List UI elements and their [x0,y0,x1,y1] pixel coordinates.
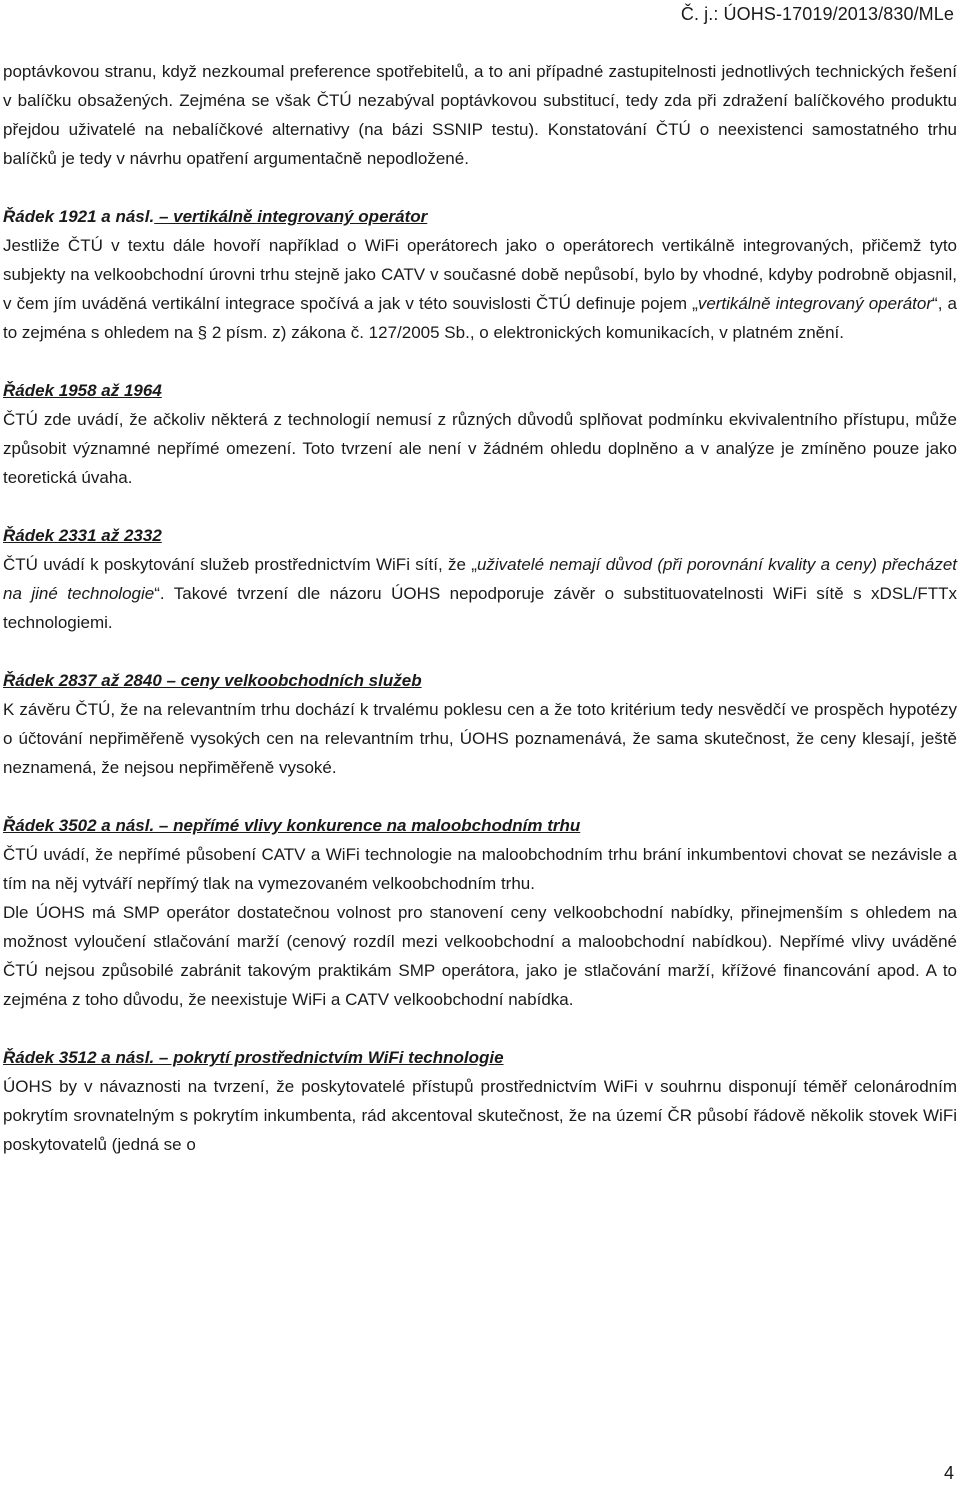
text-run: Jestliže ČTÚ v textu dále hovoří například o WiFi operátorech jako o operátorech vertikálně integrovaných, přičemž tyto subjekty na velkoobchodní úrovni trhu stejně jako CATV v současné době nepůsobí, bylo by vhodné, kdyby podrobně objasnil, v čem jím uváděná vertikální integrace spočívá a jak v této souvislosti ČTÚ definuje pojem „ [3,236,957,313]
paragraph-1958: ČTÚ zde uvádí, že ačkoliv některá z technologií nemusí z různých důvodů splňovat podmínku ekvivalentního přístupu, může způsobit významné nepřímé omezení. Toto tvrzení ale není v žádném ohledu doplněno a v analýze je zmíněno pouze jako teoretická úvaha. [3,410,957,487]
paragraph-intro: poptávkovou stranu, když nezkoumal preference spotřebitelů, a to ani případné zastupitelnosti jednotlivých technických řešení v balíčku obsažených. Zejména se však ČTÚ nezabýval poptávkovou substitucí, tedy zda při zdražení balíčkového produktu přejdou uživatelé na nebalíčkové alternativy (na bázi SSNIP testu). Konstatování ČTÚ o neexistenci samostatného trhu balíčků je tedy v návrhu opatření argumentačně nepodložené. [3,62,957,168]
paragraph-3502-a: ČTÚ uvádí, že nepřímé působení CATV a WiFi technologie na maloobchodním trhu brání inkumbentovi chovat se nezávisle a tím na něj vytváří nepřímý tlak na vymezovaném velkoobchodním trhu. [3,845,957,893]
paragraph-3502-b: Dle ÚOHS má SMP operátor dostatečnou volnost pro stanovení ceny velkoobchodní nabídky, přinejmenším s ohledem na možnost vyloučení stlačování marží (cenový rozdíl mezi velkoobchodní a maloobchodní nabídkou). Nepřímé vlivy uváděné ČTÚ nejsou způsobilé zabránit takovým praktikám SMP operátora, jako je stlačování marží, křížové financování apod. A to zejména z toho důvodu, že neexistuje WiFi a CATV velkoobchodní nabídka. [3,903,957,1009]
text-run: “. Takové tvrzení dle názoru ÚOHS nepodporuje závěr o substituovatelnosti WiFi sítě s xDSL/FTTx technologiemi. [3,584,958,632]
paragraph-2837: K závěru ČTÚ, že na relevantním trhu dochází k trvalému poklesu cen a že toto kritérium tedy nesvědčí ve prospěch hypotézy o účtování nepřiměřeně vysokých cen na relevantním trhu, ÚOHS poznamenává, že sama skutečnost, že ceny klesají, ještě neznamená, že nejsou nepřiměřeně vysoké. [3,700,957,777]
document-reference: Č. j.: ÚOHS-17019/2013/830/MLe [680,4,954,24]
section-heading-2331 [3,521,957,550]
document-body [3,57,957,1159]
paragraph-3512: ÚOHS by v návaznosti na tvrzení, že poskytovatelé přístupů prostřednictvím WiFi v souhrnu disponují téměř celonárodním pokrytím srovnatelným s pokrytím inkumbenta, rád akcentoval skutečnost, že na území ČR působí řádově několik stovek WiFi poskytovatelů (jedná se o [3,1077,957,1154]
heading-line-ref: Řádek 2331 až 2332 [3,526,162,545]
paragraph-2331 [3,550,957,637]
heading-line-ref: Řádek 3512 a násl. – pokrytí prostřednictvím WiFi technologie [3,1048,504,1067]
heading-line-ref: Řádek 1921 a násl. [3,207,155,226]
heading-line-ref: Řádek 1958 až 1964 [3,381,162,400]
section-heading-1958 [3,376,957,405]
heading-line-ref: Řádek 2837 až 2840 – ceny velkoobchodních služeb [3,671,422,690]
quoted-statement: uživatelé nemají důvod (při porovnání kvality a ceny) přecházet na jiné technologie [3,555,957,603]
page-number: 4 [943,1463,954,1483]
section-heading-2837 [3,666,957,695]
section-heading-3502 [3,811,957,840]
heading-topic: – vertikálně integrovaný operátor [154,207,428,226]
text-run: ČTÚ uvádí k poskytování služeb prostřednictvím WiFi sítí, že „ [3,555,477,574]
text-run: “, a to zejména s ohledem na § 2 písm. z) zákona č. 127/2005 Sb., o elektronických komunikacích, v platném znění. [3,294,957,342]
heading-line-ref: Řádek 3502 a násl. – nepřímé vlivy konkurence na maloobchodním trhu [3,816,581,835]
quoted-term: vertikálně integrovaný operátor [697,294,933,313]
section-heading-3512 [3,1043,957,1072]
section-heading-1921 [3,202,957,231]
paragraph-1921 [3,231,957,347]
